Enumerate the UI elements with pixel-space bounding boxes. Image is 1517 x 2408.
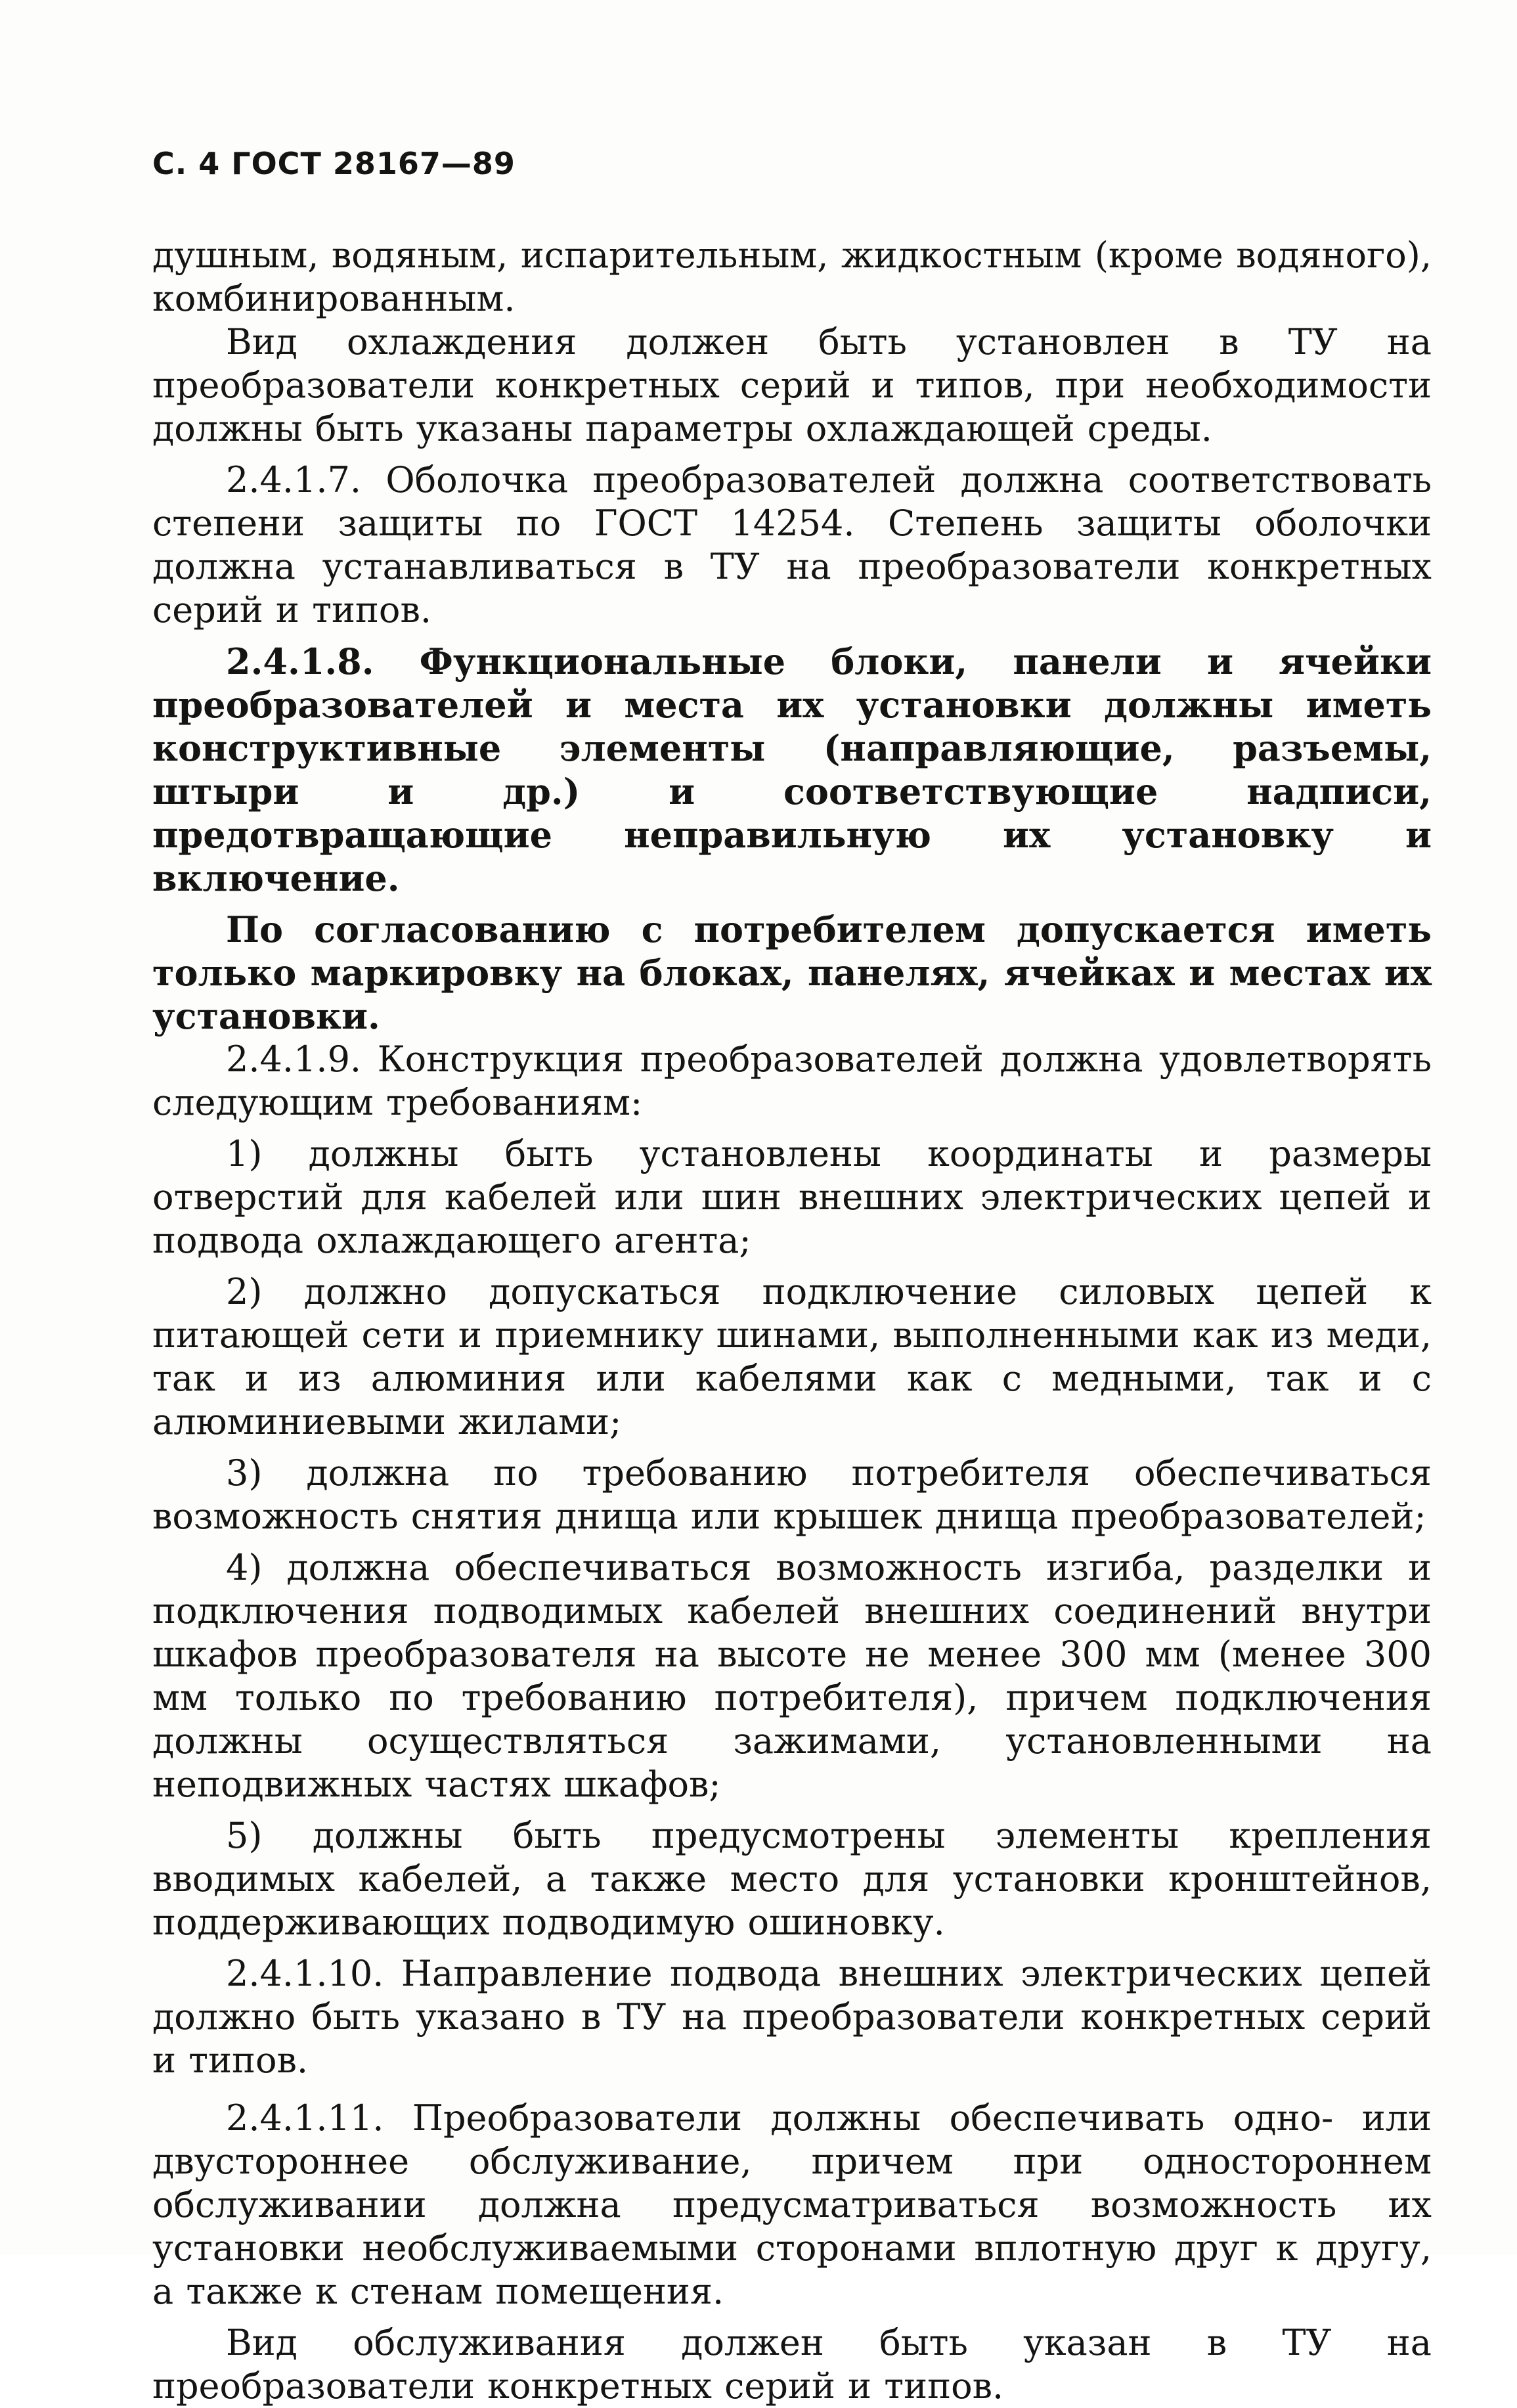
list-item-4: 4) должна обеспечиваться возможность изгиба, разделки и подключения подводимых кабелей внешних соединений внутри шкафов преобразователя на высоте не менее 300 мм (менее 300 мм только по требованию потребителя), причем подключения должны осуществляться зажимами, установленными на неподвижных частях шкафов; bbox=[152, 1547, 1432, 1805]
paragraph-marking-agreement: По согласованию с потребителем допускается иметь только маркировку на блоках, панелях, ячейках и местах их установки. bbox=[152, 908, 1432, 1037]
clause-2-4-1-9: 2.4.1.9. Конструкция преобразователей должна удовлетворять следующим требованиям: bbox=[152, 1038, 1432, 1123]
paragraph-cooling-types: душным, водяным, испарительным, жидкостным (кроме водяного), комбинированным. bbox=[152, 234, 1432, 319]
clause-2-4-1-11: 2.4.1.11. Преобразователи должны обеспечивать одно- или двустороннее обслуживание, причем при одностороннем обслуживании должна предусматриваться возможность их установки необслуживаемыми сторонами вплотную друг к другу, а также к стенам помещения. bbox=[152, 2097, 1432, 2312]
clause-2-4-1-8: 2.4.1.8. Функциональные блоки, панели и ячейки преобразователей и места их установки должны иметь конструктивные элементы (направляющие, разъемы, штыри и др.) и соответствующие надписи, предотвращающие неправильную их установку и включение. bbox=[152, 640, 1432, 899]
clause-2-4-1-7: 2.4.1.7. Оболочка преобразователей должна соответствовать степени защиты по ГОСТ 14254. Степень защиты оболочки должна устанавливаться в ТУ на преобразователи конкретных серий и типов. bbox=[152, 459, 1432, 631]
list-item-1: 1) должны быть установлены координаты и размеры отверстий для кабелей или шин внешних электрических цепей и подвода охлаждающего агента; bbox=[152, 1133, 1432, 1261]
page-header: С. 4 ГОСТ 28167—89 bbox=[152, 146, 516, 181]
paragraph-service-type: Вид обслуживания должен быть указан в ТУ на преобразователи конкретных серий и типов. bbox=[152, 2322, 1432, 2407]
list-item-5: 5) должны быть предусмотрены элементы крепления вводимых кабелей, а также место для установки кронштейнов, поддерживающих подводимую ошиновку. bbox=[152, 1815, 1432, 1943]
document-body bbox=[152, 234, 1432, 2408]
clause-2-4-1-10: 2.4.1.10. Направление подвода внешних электрических цепей должно быть указано в ТУ на преобразователи конкретных серий и типов. bbox=[152, 1953, 1432, 2081]
list-item-3: 3) должна по требованию потребителя обеспечиваться возможность снятия днища или крышек днища преобразователей; bbox=[152, 1452, 1432, 1537]
paragraph-cooling-spec: Вид охлаждения должен быть установлен в ТУ на преобразователи конкретных серий и типов, при необходимости должны быть указаны параметры охлаждающей среды. bbox=[152, 321, 1432, 449]
list-item-2: 2) должно допускаться подключение силовых цепей к питающей сети и приемнику шинами, выполненными как из меди, так и из алюминия или кабелями как с медными, так и с алюминиевыми жилами; bbox=[152, 1271, 1432, 1442]
